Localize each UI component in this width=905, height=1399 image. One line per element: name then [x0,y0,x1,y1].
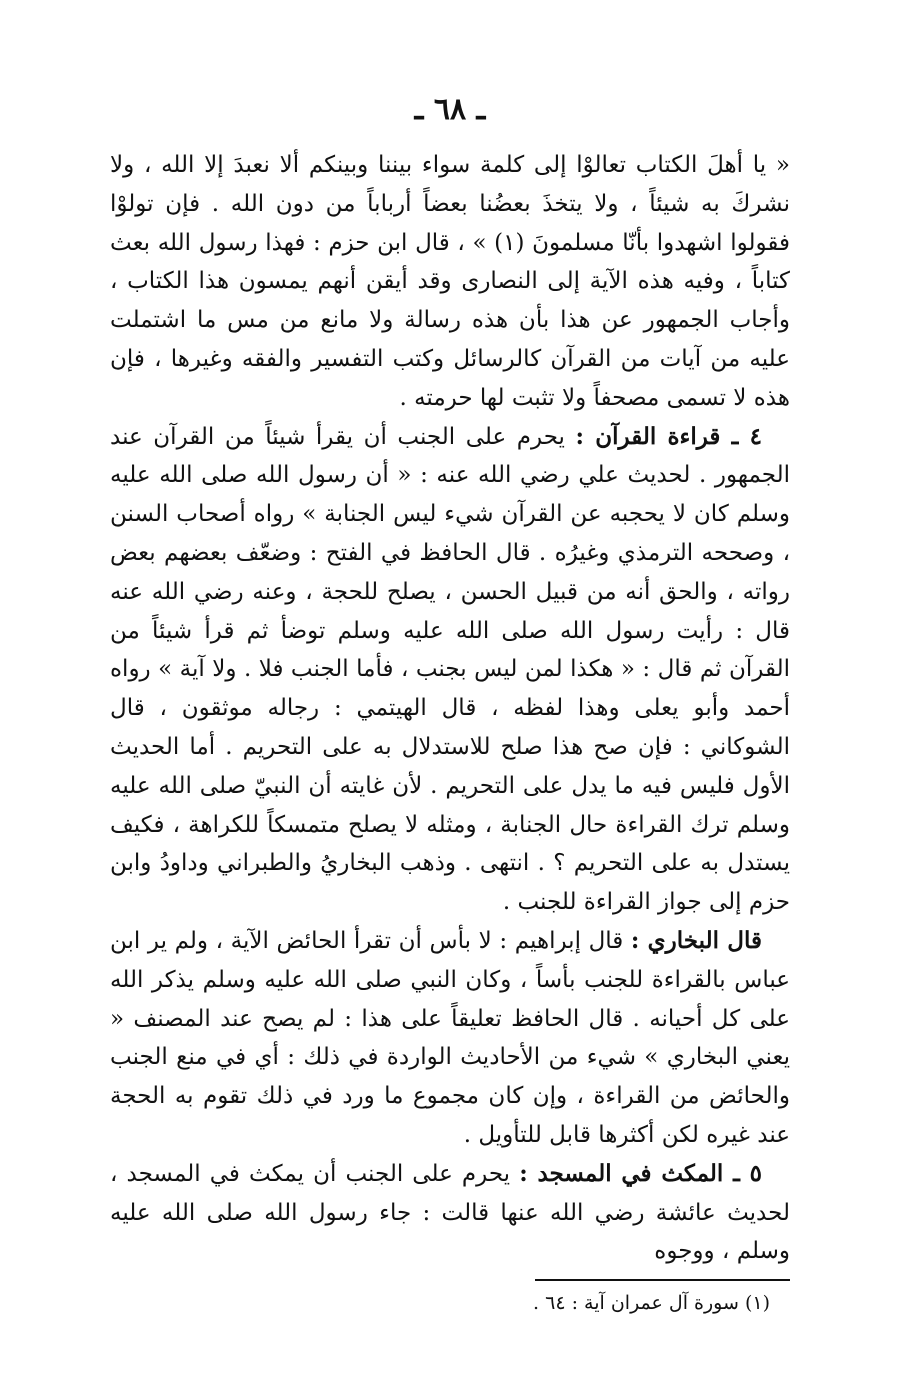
heading-quran-reading: ٤ ـ قراءة القرآن : [575,422,762,450]
footnote: (١) سورة آل عمران آية : ٦٤ . [533,1292,770,1315]
heading-bukhari: قال البخاري : [630,926,762,954]
paragraph-2-text: يحرم على الجنب أن يقرأ شيئاً من القرآن عند الجمهور . لحديث علي رضي الله عنه : « أن رسول الله صلى الله عليه وسلم كان لا يحجبه عن القرآن شيء ليس الجنابة » رواه أصحاب السنن ، وصححه الترمذي وغيرُه . قال الحافظ في الفتح : وضعّف بعضهم بعض رواته ، والحق أنه من قبيل الحسن ، يصلح للحجة ، وعنه رضي الله عنه قال : رأيت رسول الله صلى الله عليه وسلم توضأ ثم قرأ شيئاً من القرآن ثم قال : « هكذا لمن ليس بجنب ، فأما الجنب فلا . ولا آية » رواه أحمد وأبو يعلى وهذا لفظه ، قال الهيتمي : رجاله موثقون ، قال الشوكاني : فإن صح هذا صلح للاستدلال به على التحريم . أما الحديث الأول فليس فيه ما يدل على التحريم . لأن غايته أن النبيّ صلى الله عليه وسلم ترك القراءة حال الجنابة ، ومثله لا يصلح متمسكاً للكراهة ، فكيف يستدل به على التحريم ؟ . انتهى . وذهب البخاريُ والطبراني وداودُ وابن حزم إلى جواز القراءة للجنب . [110,423,790,916]
footnote-divider [535,1279,790,1281]
paragraph-4-text: يحرم على الجنب أن يمكث في المسجد ، لحديث عائشة رضي الله عنها قالت : جاء رسول الله صلى الله عليه وسلم ، ووجوه [110,1160,790,1265]
heading-staying-in-mosque: ٥ ـ المكث في المسجد : [519,1159,762,1187]
paragraph-1-text: « يا أهلَ الكتاب تعالوْا إلى كلمة سواء بيننا وبينكم ألا نعبدَ إلا الله ، ولا نشركَ به شيئاً ، ولا يتخذَ بعضُنا بعضاً أرباباً من دون الله . فإن تولوْا فقولوا اشهدوا بأنّا مسلمونَ (١) » ، قال ابن حزم : فهذا رسول الله بعث كتاباً ، وفيه هذه الآية إلى النصارى وقد أيقن أنهم يمسون هذا الكتاب ، وأجاب الجمهور عن هذا بأن هذه رسالة ولا مانع من مس ما اشتملت عليه من آيات من القرآن كالرسائل وكتب التفسير والفقه وغيرها ، فإن هذه لا تسمى مصحفاً ولا تثبت لها حرمته . [110,152,790,411]
document-page [110,90,790,1319]
paragraph-3-text: قال إبراهيم : لا بأس أن تقرأ الحائض الآية ، ولم ير ابن عباس بالقراءة للجنب بأساً ، وكان النبي صلى الله عليه وسلم يذكر الله على كل أحيانه . قال الحافظ تعليقاً على هذا : لم يصح عند المصنف « يعني البخاري » شيء من الأحاديث الواردة في ذلك : أي في منع الجنب والحائض من القراءة ، وإن كان مجموع ما ورد في ذلك تقوم به الحجة عند غيره لكن أكثرها قابل للتأويل . [110,927,790,1148]
paragraph-3 [110,922,790,1155]
paragraph-2 [110,418,790,922]
page-number: ـ ٦٨ ـ [414,92,486,127]
paragraph-1 [110,146,790,418]
paragraph-4 [110,1155,790,1271]
